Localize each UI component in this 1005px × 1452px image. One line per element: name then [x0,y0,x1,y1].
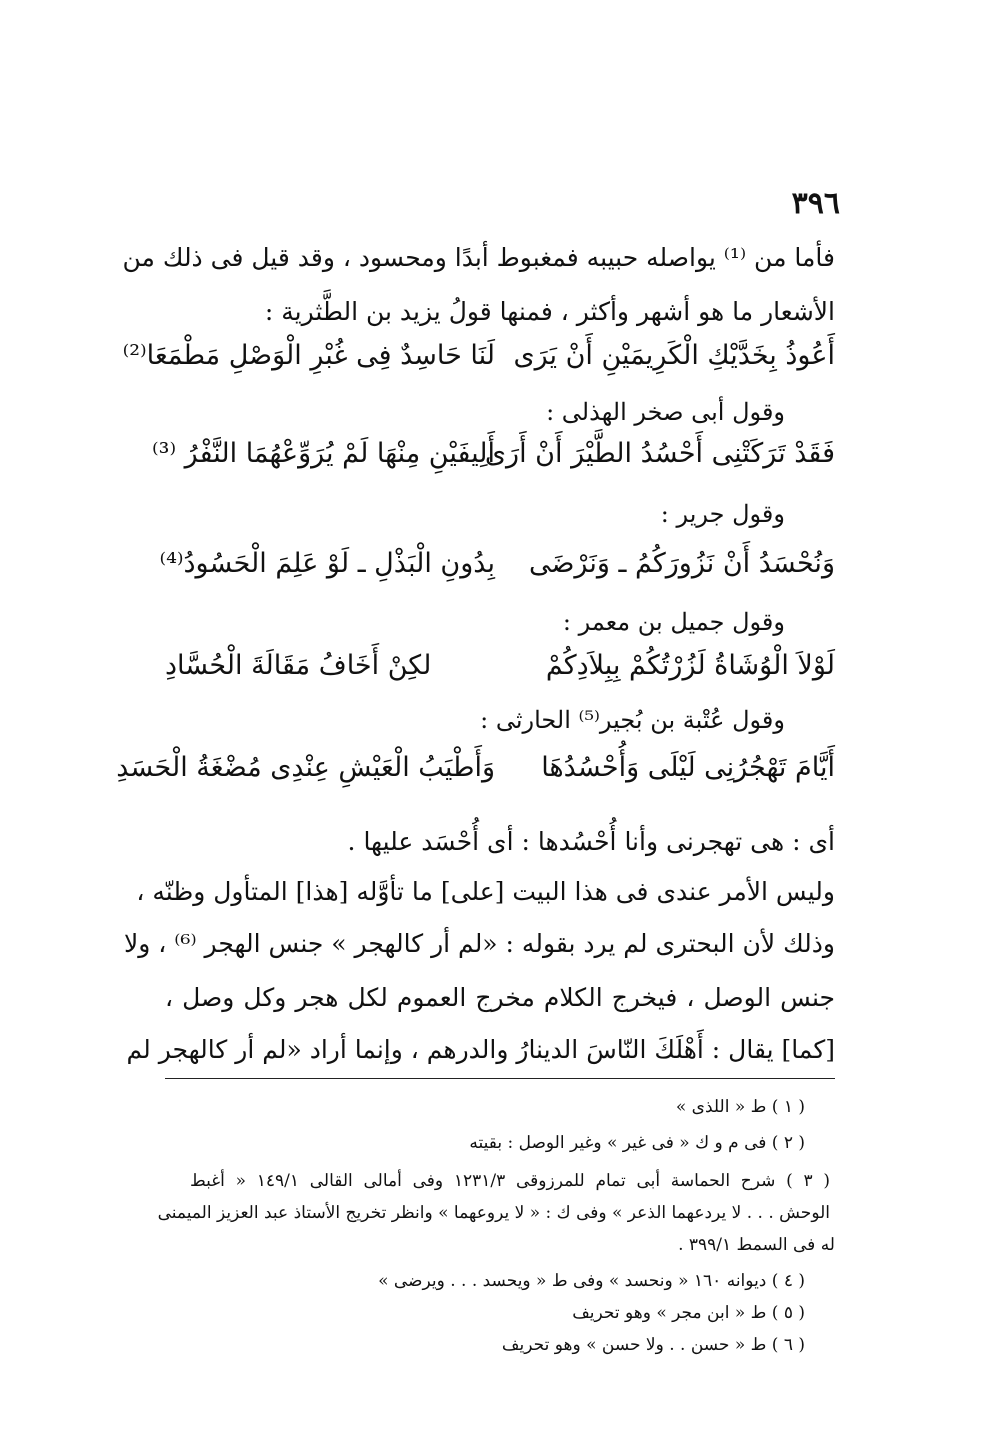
verse-5-intro: وقول عُتْبة بن بُجير⁽⁵⁾ الحارثى : [480,706,785,734]
verse-3-first-hemistich: وَنُحْسَدُ أَنْ نَزُورَكُمُ ـ وَنَرْضَى [528,548,835,579]
gloss-line: أى : هى تهجرنى وأنا أُحْسُدها : أى أُحْسَد عليها . [347,827,835,856]
paragraph2-line-4: [كما] يقال : أَهْلَكَ النّاسَ الدينارُ والدرهم ، وإنما أراد «لم أر كالهجر لم [126,1035,835,1064]
footnote-2: ( ٢ ) فى م و ك « فى غير » وغير الوصل : بقيته [469,1133,805,1153]
paragraph1-line-2: الأشعار ما هو أشهر وأكثر ، فمنها قولُ يزيد بن الطَّثرية : [264,297,835,326]
footnote-1: ( ١ ) ط « اللذى » [675,1097,805,1117]
verse-3 [159,548,835,598]
footnote-3-end: له فى السمط ٣٩٩/١ . [678,1235,835,1255]
footnote-4: ( ٤ ) ديوانه ١٦٠ « ونحسد » وفى ط « ويحسد . . . ويرضى » [378,1271,805,1291]
verse-2 [152,438,835,488]
footnote-3-continued: الوحش . . . لا يردعهما الذعر » وفى ك : « لا يروعهما » وانظر تخريج الأستاذ عبد العزيز الميمنى [157,1203,830,1223]
footnote-divider [165,1078,835,1079]
verse-1-first-hemistich: أَعُوذُ بِخَدَّيْكِ الْكَرِيمَيْنِ أَنْ يَرَى [513,340,835,371]
verse-5-first-hemistich: أَيَّامَ تَهْجُرُنِى لَيْلَى وَأُحْسُدُهَا [541,752,835,783]
verse-4-second-hemistich: لكِنْ أَخَافُ مَقَالَةَ الْحُسَّادِ [165,650,432,681]
verse-3-intro: وقول جرير : [660,500,785,528]
verse-5 [116,752,835,802]
verse-2-first-hemistich: فَقَدْ تَرَكَتْنِى أَحْسُدُ الطَّيْرَ أَنْ أَرَى [484,438,835,469]
verse-2-second-hemistich: أَلِيفَيْنِ مِنْهَا لَمْ يُرَوِّعْهُمَا النَّفْرُ ⁽³⁾ [152,438,495,469]
verse-4 [165,650,835,700]
paragraph2-line-3: جنس الوصل ، فيخرج الكلام مخرج العموم لكل هجر وكل وصل ، [165,983,835,1012]
verse-4-first-hemistich: لَوْلاَ الْوُشَاةُ لَزُرْتُكُمْ بِبِلاَدِكُمْ [545,650,835,681]
verse-1 [122,340,835,390]
verse-5-second-hemistich: وَأَطْيَبُ الْعَيْشِ عِنْدِى مُضْغَةُ الْحَسَدِ [116,752,495,783]
verse-1-second-hemistich: لَنَا حَاسِدٌ فِى غُبْرِ الْوَصْلِ مَطْمَعَا⁽²⁾ [122,340,495,371]
paragraph1-line-1: فأما من ⁽¹⁾ يواصله حبيبه فمغبوط أبدًا ومحسود ، وقد قيل فى ذلك من [122,243,835,272]
paragraph2-line-2: وذلك لأن البحترى لم يرد بقوله : «لم أر كالهجر » جنس الهجر ⁽⁶⁾ ، ولا [123,929,835,958]
paragraph2-line-1: وليس الأمر عندى فى هذا البيت [على] ما تأوَّله [هذا] المتأول وظنّه ، [136,877,835,906]
footnote-3: ( ٣ ) شرح الحماسة أبى تمام للمرزوقى ١٢٣١/٣ وفى أمالى القالى ١٤٩/١ « أغبط [190,1171,830,1191]
footnote-5: ( ٥ ) ط « ابن مجر » وهو تحريف [572,1303,805,1323]
verse-3-second-hemistich: بِدُونِ الْبَذْلِ ـ لَوْ عَلِمَ الْحَسُودُ⁽⁴⁾ [159,548,495,579]
page-number: ٣٩٦ [791,186,840,221]
verse-4-intro: وقول جميل بن معمر : [562,608,785,636]
verse-2-intro: وقول أبى صخر الهذلى : [546,398,785,426]
footnote-6: ( ٦ ) ط « حسن . . ولا حسن » وهو تحريف [501,1335,805,1355]
